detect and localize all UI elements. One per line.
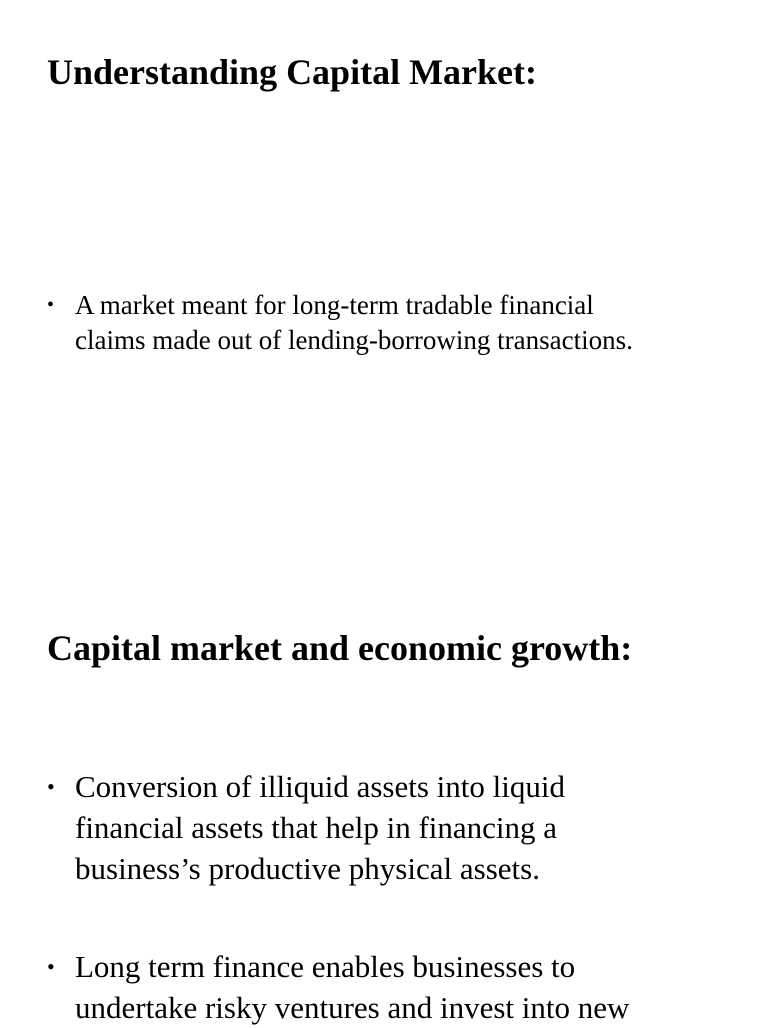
bullet-icon: • <box>47 954 55 979</box>
bullet-item-definition <box>47 288 727 358</box>
bullet-item-conversion <box>47 766 727 889</box>
bullet-text: A market meant for long-term tradable financial claims made out of lending-borrowing transactions. <box>75 290 633 355</box>
bullet-text: Long term finance enables businesses to undertake risky ventures and invest into new <box>75 949 630 1025</box>
bullet-item-long-term-finance <box>47 946 727 1028</box>
section-heading-capital-market: Understanding Capital Market: <box>47 52 538 92</box>
bullet-text: Conversion of illiquid assets into liquid financial assets that help in financing a business’s productive physical assets. <box>75 769 565 886</box>
bullet-icon: • <box>47 294 55 316</box>
section-heading-economic-growth: Capital market and economic growth: <box>47 628 633 668</box>
bullet-icon: • <box>47 774 55 799</box>
